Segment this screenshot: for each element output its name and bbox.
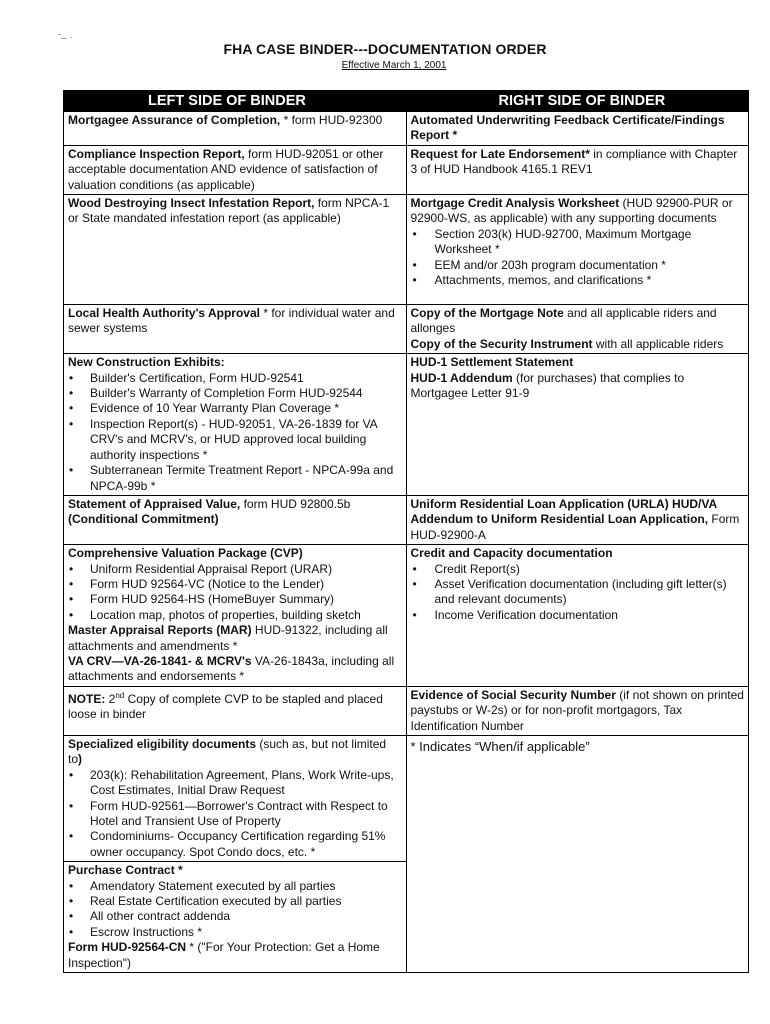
list-item: • Form HUD 92564-HS (HomeBuyer Summary) <box>68 592 402 607</box>
note-label: NOTE: <box>68 691 106 706</box>
right-side-header: RIGHT SIDE OF BINDER <box>406 91 749 112</box>
compliance-inspection-title: Compliance Inspection Report, <box>68 146 245 161</box>
effective-date-text: Effective March 1, 2001 <box>341 60 447 71</box>
appraised-value-title: Statement of Appraised Value, <box>68 496 241 511</box>
specialized-eligibility-title: Specialized eligibility documents <box>68 737 257 751</box>
mortgage-note-desc: and all applicable riders and allonges <box>410 306 717 336</box>
cell-appraised-value <box>64 495 407 544</box>
cell-mortgage-note <box>406 305 749 354</box>
list-item: • Uniform Residential Appraisal Report (URAR) <box>68 562 402 577</box>
note-text: Copy of complete CVP to be stapled and placed loose in binder <box>68 691 383 722</box>
mortgage-note-title: Copy of the Mortgage Note <box>410 306 564 321</box>
cell-purchase-contract <box>64 862 407 973</box>
security-instrument-title: Copy of the Security Instrument <box>410 336 593 351</box>
cell-specialized-eligibility <box>64 736 407 862</box>
cvp-title: Comprehensive Valuation Package (CVP) <box>68 546 303 561</box>
au-findings-title: Automated Underwriting Feedback Certificate/Findings Report * <box>410 113 725 143</box>
cell-late-endorsement <box>406 145 749 194</box>
credit-capacity-list <box>411 562 745 624</box>
mortgagee-assurance-title: Mortgagee Assurance of Completion, <box>68 113 281 127</box>
cell-hud1 <box>406 354 749 496</box>
cvp-list <box>68 562 402 624</box>
specialized-eligibility-desc: (such as, but not limited to <box>68 737 387 767</box>
list-item: • Builder's Warranty of Completion Form HUD-92544 <box>68 386 402 401</box>
appraised-value-desc: form HUD 92800.5b <box>240 496 351 511</box>
mcaw-title: Mortgage Credit Analysis Worksheet <box>410 196 620 211</box>
health-authority-desc: * for individual water and sewer systems <box>68 306 395 336</box>
list-item: • 203(k): Rehabilitation Agreement, Plans, Work Write-ups, Cost Estimates, Initial Draw Request <box>68 768 402 799</box>
conditional-commitment: (Conditional Commitment) <box>68 512 219 527</box>
list-item: • Condominiums- Occupancy Certification regarding 51% owner occupancy. Spot Condo docs, etc. * <box>68 829 402 860</box>
list-item: • Asset Verification documentation (including gift letter(s) and relevant documents) <box>411 577 745 608</box>
compliance-inspection-desc: form HUD-92051 or other acceptable documentation AND evidence of satisfaction of valuation conditions (as applicable) <box>68 146 384 192</box>
effective-date <box>0 60 770 71</box>
late-endorsement-title: Request for Late Endorsement* <box>410 146 590 161</box>
list-item: • Subterranean Termite Treatment Report - NPCA-99a and NPCA-99b * <box>68 463 402 494</box>
cell-note <box>64 686 407 735</box>
list-item: • Section 203(k) HUD-92700, Maximum Mortgage Worksheet * <box>411 227 745 258</box>
wood-insect-desc: form NPCA-1 or State mandated infestation report (as applicable) <box>68 196 390 226</box>
mar-desc: HUD-91322, including all attachments and amendments * <box>68 623 388 653</box>
cell-mortgagee-assurance <box>64 112 407 146</box>
list-item: • Amendatory Statement executed by all parties <box>68 879 402 894</box>
cell-compliance-inspection <box>64 145 407 194</box>
specialized-eligibility-list <box>68 768 402 860</box>
left-side-header: LEFT SIDE OF BINDER <box>64 91 407 112</box>
urla-desc: Form HUD-92900-A <box>410 512 740 542</box>
va-crv-desc: VA-26-1843a, including all attachments and endorsements * <box>68 653 395 684</box>
cell-wood-insect <box>64 195 407 305</box>
list-item: • Form HUD 92564-VC (Notice to the Lender) <box>68 577 402 592</box>
mcaw-list <box>411 227 745 289</box>
list-item: • Builder's Certification, Form HUD-92541 <box>68 371 402 386</box>
list-item: • Attachments, memos, and clarifications * <box>411 273 745 288</box>
wood-insect-title: Wood Destroying Insect Infestation Report, <box>68 196 315 211</box>
cell-new-construction <box>64 354 407 496</box>
document-title: FHA CASE BINDER---DOCUMENTATION ORDER <box>223 41 547 57</box>
cell-urla <box>406 495 749 544</box>
purchase-contract-title: Purchase Contract * <box>68 863 183 878</box>
list-item: • Credit Report(s) <box>411 562 745 577</box>
security-instrument-desc: with all applicable riders <box>592 336 724 351</box>
list-item: • Location map, photos of properties, building sketch <box>68 608 402 623</box>
mar-title: Master Appraisal Reports (MAR) <box>68 623 252 638</box>
new-construction-list <box>68 371 402 494</box>
asterisk-note: * Indicates “When/if applicable” <box>410 739 590 754</box>
home-inspection-form-title: Form HUD-92564-CN <box>68 940 187 955</box>
hud1-title: HUD-1 Settlement Statement <box>410 355 574 370</box>
list-item: • Escrow Instructions * <box>68 925 402 940</box>
mortgagee-assurance-desc: * form HUD-92300 <box>280 113 383 127</box>
note-superscript: nd <box>115 690 125 700</box>
cell-mcaw <box>406 195 749 305</box>
late-endorsement-desc: in compliance with Chapter 3 of HUD Handbook 4165.1 REV1 <box>410 146 738 177</box>
list-item: • EEM and/or 203h program documentation * <box>411 258 745 273</box>
list-item: • Evidence of 10 Year Warranty Plan Coverage * <box>68 401 402 416</box>
ssn-desc: (if not shown on printed paystubs or W-2s) or for non-profit mortgagors, Tax Identification Number <box>410 687 744 733</box>
list-item: • Real Estate Certification executed by all parties <box>68 894 402 909</box>
binder-table <box>63 90 749 973</box>
cell-cvp <box>64 545 407 687</box>
urla-title: Uniform Residential Loan Application (URLA) HUD/VA Addendum to Uniform Residential Loan Application, <box>410 496 717 527</box>
cell-ssn <box>406 686 749 735</box>
list-item: • Inspection Report(s) - HUD-92051, VA-26-1839 for VA CRV's and MCRV's, or HUD approved local building authority inspections * <box>68 417 402 463</box>
list-item: • Form HUD-92561—Borrower's Contract with Respect to Hotel and Transient Use of Property <box>68 799 402 830</box>
credit-capacity-title: Credit and Capacity documentation <box>410 546 613 561</box>
hud1-addendum-desc: (for purchases) that complies to Mortgagee Letter 91-9 <box>410 370 685 401</box>
cell-health-authority <box>64 305 407 354</box>
purchase-contract-list <box>68 879 402 941</box>
cell-asterisk-note <box>406 736 749 973</box>
mcaw-desc: (HUD 92900-PUR or 92900-WS, as applicable) with any supporting documents <box>410 196 733 226</box>
home-inspection-form-desc: * ("For Your Protection: Get a Home Inspection") <box>68 940 380 970</box>
corner-mark: ˉ˗˗ · <box>58 32 73 42</box>
specialized-eligibility-close: ) <box>78 752 83 767</box>
cell-au-findings <box>406 112 749 146</box>
health-authority-title: Local Health Authority's Approval <box>68 306 260 321</box>
list-item: • All other contract addenda <box>68 909 402 924</box>
new-construction-title: New Construction Exhibits: <box>68 355 225 370</box>
cell-credit-capacity <box>406 545 749 687</box>
hud1-addendum-title: HUD-1 Addendum <box>410 370 513 385</box>
note-number: 2 <box>105 691 116 706</box>
list-item: • Income Verification documentation <box>411 608 745 623</box>
ssn-title: Evidence of Social Security Number <box>410 687 616 702</box>
va-crv-title: VA CRV—VA-26-1841- & MCRV's <box>68 653 252 668</box>
